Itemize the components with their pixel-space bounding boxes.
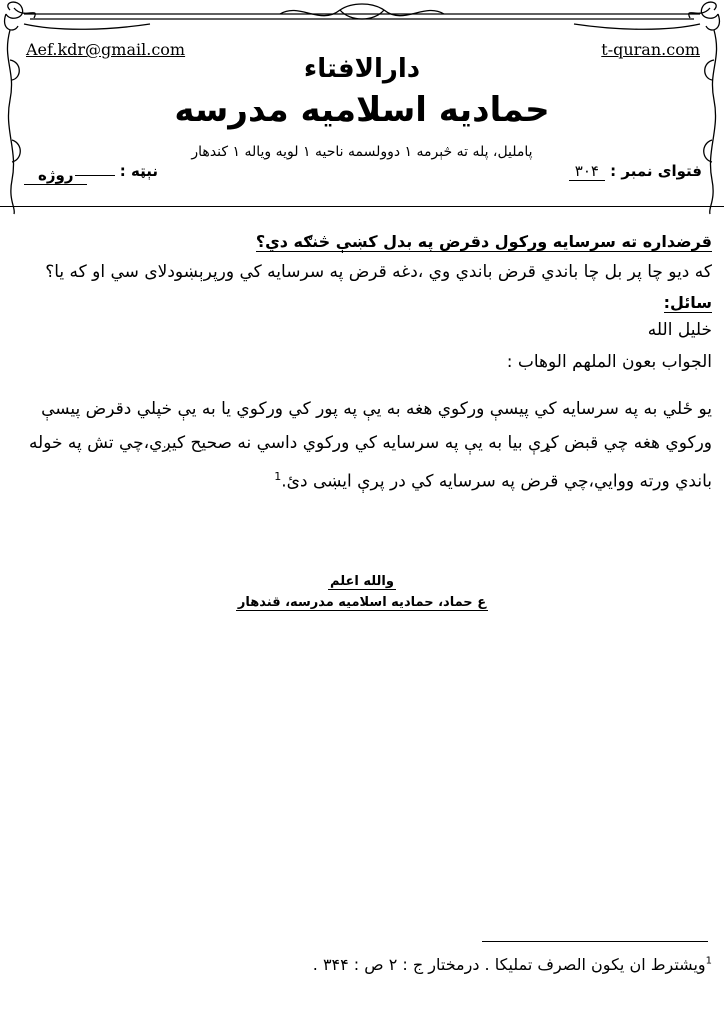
footnote-mark: 1 [705, 955, 712, 967]
answer-text: یو ځلي به په سرسایه کي پیسې ورکوي هغه به یې په پور کي ورکوي یا به یې خپلي دقرض پیسې ورکوي هغه چي قبض کړې بیا به یې په سرسایه کي ورکوي داسي نه صحیح کیږي،چي تش په خوله باندي ورته ووایي،چي قرض په سرسایه کي در پرې ایښی دئ. [28, 399, 712, 492]
answer-reference-mark: 1 [274, 470, 282, 483]
institution-line2: حمادیه اسلامیه مدرسه [174, 90, 550, 130]
footnote-text: ویشترط ان یکون الصرف تملیکا . درمختار ج : ۲ ص : ۳۴۴ . [312, 955, 706, 974]
asker-label-text: سائل: [663, 293, 712, 312]
answer-body [12, 392, 712, 499]
date-label: نېټه : [119, 162, 158, 180]
signature-author [0, 595, 724, 610]
question-title [12, 232, 712, 251]
footnote-divider [482, 941, 708, 942]
question-text: که دیو چا پر بل چا باندي قرض باندي وي ،دغه قرض په سرسایه کي ورپرېښودلای سي او که یا؟ [45, 262, 712, 282]
signature-closing [0, 570, 724, 589]
address: پاملیل، پله ته څېرمه ۱ دوولسمه ناحیه ۱ لویه ویاله ۱ کندهار [191, 144, 533, 160]
email-link[interactable]: Aef.kdr@gmail.com [26, 40, 186, 59]
signature-closing-text: والله اعلم [330, 574, 394, 589]
question-title-text: قرضداره ته سرسایه ورکول دقرض په بدل کښې څنګه دي؟ [255, 232, 712, 251]
fatwa-number-value: ۳۰۴ [569, 162, 605, 181]
institution-line1: دارالافتاء [303, 54, 421, 84]
asker-label [12, 293, 712, 312]
footnote [313, 955, 712, 974]
header-divider [0, 206, 724, 207]
signature-author-text: ع حماد، حمادیه اسلامیه مدرسه، قندهار [237, 595, 487, 610]
day-label: روژه [24, 166, 87, 185]
website-link[interactable]: t-quran.com [601, 40, 700, 59]
fatwa-number-label: فتوای نمبر : [610, 162, 702, 180]
answer-heading: الجواب بعون الملهم الوهاب : [506, 352, 712, 372]
asker-name: خلیل الله [647, 320, 712, 340]
fatwa-number-field [569, 162, 702, 181]
